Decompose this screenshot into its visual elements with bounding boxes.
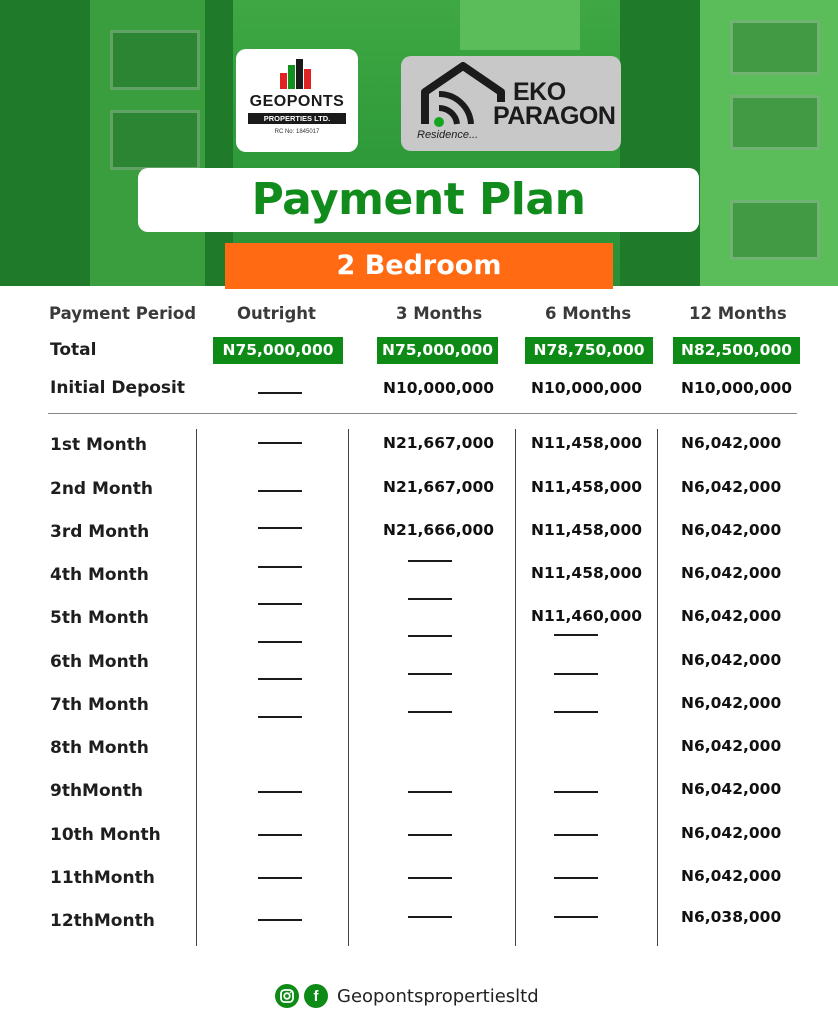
deposit-3-months: N10,000,000 [383,379,495,397]
background-window [110,110,200,170]
month-value-m3: N21,667,000 [383,434,495,452]
empty-dash [408,711,452,713]
month-label: 4th Month [50,565,149,585]
background-building [0,0,90,286]
page-subtitle: 2 Bedroom [336,250,502,281]
geoponts-logo [236,49,358,152]
header-outright: Outright [237,304,316,323]
title-box [138,168,699,232]
row-label-total: Total [50,340,97,360]
month-value-m3: N21,667,000 [383,478,495,496]
empty-dash [258,566,302,568]
empty-dash [408,635,452,637]
column-divider [196,429,197,946]
empty-dash [258,834,302,836]
eko-residence-tagline: Residence... [417,129,479,141]
subtitle-box [225,243,613,289]
empty-dash [554,834,598,836]
empty-dash [258,603,302,605]
total-outright: N75,000,000 [213,337,343,364]
empty-dash [258,392,302,394]
month-label: 2nd Month [50,479,153,499]
month-value-m6: N11,458,000 [531,478,643,496]
month-value-m12: N6,038,000 [681,908,782,926]
background-window [110,30,200,90]
header-3-months: 3 Months [396,304,483,323]
empty-dash [408,598,452,600]
table-divider [48,413,797,414]
empty-dash [554,634,598,636]
geoponts-buildings-icon [280,59,314,89]
month-label: 6th Month [50,652,149,672]
month-value-m12: N6,042,000 [681,824,782,842]
empty-dash [258,442,302,444]
month-label: 12thMonth [50,911,155,931]
geoponts-subtitle: PROPERTIES LTD. [248,113,346,124]
social-footer [275,983,539,1009]
empty-dash [408,673,452,675]
month-value-m12: N6,042,000 [681,564,782,582]
column-divider [657,429,658,946]
total-3-months: N75,000,000 [377,337,498,364]
background-window [730,20,820,75]
empty-dash [554,916,598,918]
social-handle[interactable]: Geopontspropertiesltd [337,985,539,1007]
month-value-m3: N21,666,000 [383,521,495,539]
background-window [730,200,820,260]
empty-dash [258,641,302,643]
page-title: Payment Plan [251,174,586,225]
month-label: 5th Month [50,608,149,628]
month-value-m6: N11,458,000 [531,521,643,539]
eko-line-1: EKO [513,78,566,106]
deposit-6-months: N10,000,000 [531,379,643,397]
month-value-m6: N11,458,000 [531,564,643,582]
header-6-months: 6 Months [545,304,632,323]
empty-dash [258,716,302,718]
total-12-months: N82,500,000 [673,337,800,364]
eko-line-2: PARAGON [493,102,616,130]
month-value-m12: N6,042,000 [681,867,782,885]
month-value-m12: N6,042,000 [681,780,782,798]
month-value-m12: N6,042,000 [681,607,782,625]
total-6-months: N78,750,000 [525,337,653,364]
month-label: 1st Month [50,435,147,455]
instagram-icon[interactable] [275,984,299,1008]
deposit-12-months: N10,000,000 [681,379,793,397]
month-label: 7th Month [50,695,149,715]
month-value-m12: N6,042,000 [681,521,782,539]
empty-dash [258,678,302,680]
month-label: 3rd Month [50,522,150,542]
header-payment-period: Payment Period [49,304,197,323]
column-divider [515,429,516,946]
facebook-icon[interactable]: f [304,984,328,1008]
empty-dash [408,916,452,918]
background-window [730,95,820,150]
header-12-months: 12 Months [689,304,787,323]
background-building [460,0,580,50]
empty-dash [408,834,452,836]
column-divider [348,429,349,946]
empty-dash [408,877,452,879]
geoponts-name: GEOPONTS [249,93,345,110]
empty-dash [258,791,302,793]
month-label: 11thMonth [50,868,155,888]
eko-paragon-logo [401,56,621,151]
empty-dash [258,527,302,529]
empty-dash [258,490,302,492]
row-label-initial-deposit: Initial Deposit [50,378,185,398]
geoponts-rc-number: RC No: 1845017 [274,129,320,135]
month-value-m12: N6,042,000 [681,478,782,496]
month-value-m6: N11,460,000 [531,607,643,625]
empty-dash [408,560,452,562]
empty-dash [408,791,452,793]
empty-dash [258,919,302,921]
month-value-m12: N6,042,000 [681,651,782,669]
empty-dash [554,711,598,713]
empty-dash [554,877,598,879]
empty-dash [554,673,598,675]
month-value-m6: N11,458,000 [531,434,643,452]
month-label: 8th Month [50,738,149,758]
empty-dash [258,877,302,879]
empty-dash [554,791,598,793]
month-value-m12: N6,042,000 [681,434,782,452]
month-label: 9thMonth [50,781,143,801]
month-label: 10th Month [50,825,161,845]
month-value-m12: N6,042,000 [681,694,782,712]
month-value-m12: N6,042,000 [681,737,782,755]
